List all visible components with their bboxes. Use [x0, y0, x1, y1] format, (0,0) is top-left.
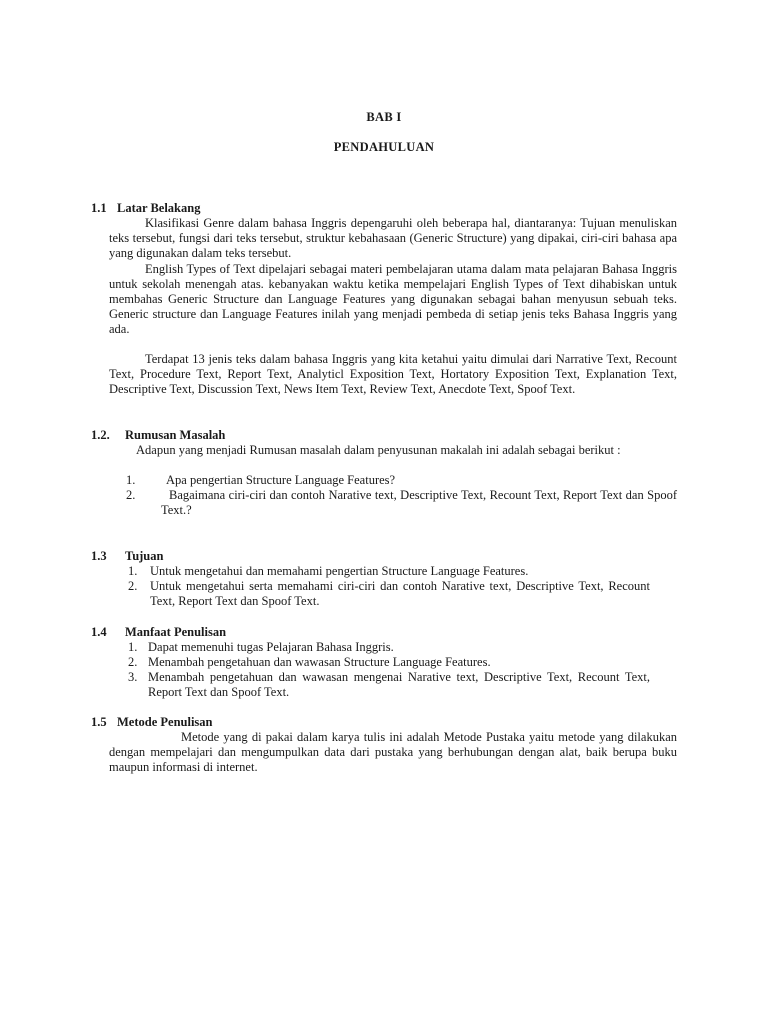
paragraph-latar-1: [109, 216, 677, 261]
list-marker: 1.: [128, 640, 138, 654]
list-item-text: Apa pengertian Structure Language Features?: [166, 473, 396, 487]
list-marker: 2.: [128, 579, 138, 593]
section-heading-tujuan: [91, 549, 163, 564]
section-title: Manfaat Penulisan: [125, 625, 227, 639]
list-item-text: Menambah pengetahuan dan wawasan mengenai Narative text, Descriptive Text, Recount Text, Report Text dan Spoof Text.: [148, 670, 650, 699]
section-number: 1.3: [91, 549, 107, 563]
section-title: Tujuan: [125, 549, 164, 563]
section-number: 1.5: [91, 715, 107, 729]
section-heading-manfaat-penulisan: [91, 625, 226, 640]
section-title: Rumusan Masalah: [125, 428, 226, 442]
tujuan-list: [128, 564, 650, 609]
rumusan-list: [126, 473, 677, 518]
chapter-label: BAB I: [366, 110, 402, 124]
list-item: [126, 473, 677, 488]
section-number: 1.2.: [91, 428, 110, 442]
paragraph-text: Klasifikasi Genre dalam bahasa Inggris depengaruhi oleh beberapa hal, diantaranya: Tujuan menuliskan teks tersebut, fungsi dari teks tersebut, struktur kebahasaan (Generic Structure) yang dipakai, ciri-ciri bahasa apa yang digunakan dalam teks tersebut.: [109, 216, 677, 260]
paragraph-latar-3: [109, 352, 677, 397]
paragraph-text: English Types of Text dipelajari sebagai materi pembelajaran utama dalam mata pelajaran Bahasa Inggris untuk sekolah menengah atas. kebanyakan waktu ketika mempelajari English Types of Text dihabiskan untuk membahas Generic Structure dan Language Features yang digunakan sebagai bahan menyusun sebuah teks. Generic structure dan Language Features inilah yang menjadi pembeda di setiap jenis teks Bahasa Inggris yang ada.: [109, 262, 677, 336]
paragraph-text: Metode yang di pakai dalam karya tulis ini adalah Metode Pustaka yaitu metode yang dilakukan dengan mempelajari dan mengumpulkan data dari pustaka yang berhubungan dengan alat, baik berupa buku maupun informasi di internet.: [109, 730, 677, 774]
list-marker: 2.: [126, 488, 136, 502]
section-number: 1.4: [91, 625, 107, 639]
list-item-text: Untuk mengetahui dan memahami pengertian Structure Language Features.: [150, 564, 529, 578]
list-item-text: Untuk mengetahui serta memahami ciri-ciri dan contoh Narative text, Descriptive Text, Recount Text, Report Text dan Spoof Text.: [150, 579, 650, 608]
list-item-text: Bagaimana ciri-ciri dan contoh Narative text, Descriptive Text, Recount Text, Report Text dan Spoof Text.?: [161, 488, 677, 517]
list-item: [128, 564, 650, 579]
manfaat-list: [128, 640, 650, 700]
section-title: Latar Belakang: [117, 201, 201, 215]
section-heading-rumusan-masalah: [91, 428, 225, 443]
paragraph-metode: [109, 730, 677, 775]
paragraph-text: Adapun yang menjadi Rumusan masalah dalam penyusunan makalah ini adalah sebagai berikut :: [136, 443, 621, 457]
list-item-text: Menambah pengetahuan dan wawasan Structure Language Features.: [148, 655, 491, 669]
section-heading-metode-penulisan: [91, 715, 212, 730]
list-item: [128, 655, 650, 670]
list-marker: 1.: [126, 473, 136, 487]
section-title: Metode Penulisan: [117, 715, 213, 729]
list-item: [126, 488, 677, 518]
list-item: [128, 640, 650, 655]
paragraph-latar-2: [109, 262, 677, 337]
list-item: [128, 579, 650, 609]
paragraph-rumusan-intro: [118, 443, 677, 458]
list-marker: 2.: [128, 655, 138, 669]
section-number: 1.1: [91, 201, 107, 215]
list-item-text: Dapat memenuhi tugas Pelajaran Bahasa Inggris.: [148, 640, 394, 654]
chapter-title: PENDAHULUAN: [333, 140, 435, 154]
section-heading-latar-belakang: [91, 201, 200, 216]
paragraph-text: Terdapat 13 jenis teks dalam bahasa Inggris yang kita ketahui yaitu dimulai dari Narrative Text, Recount Text, Procedure Text, Report Text, Analyticl Exposition Text, Hortatory Exposition Text, Explanation Text, Descriptive Text, Discussion Text, News Item Text, Review Text, Anecdote Text, Spoof Text.: [109, 352, 677, 396]
list-item: [128, 670, 650, 700]
list-marker: 3.: [128, 670, 138, 684]
list-marker: 1.: [128, 564, 138, 578]
